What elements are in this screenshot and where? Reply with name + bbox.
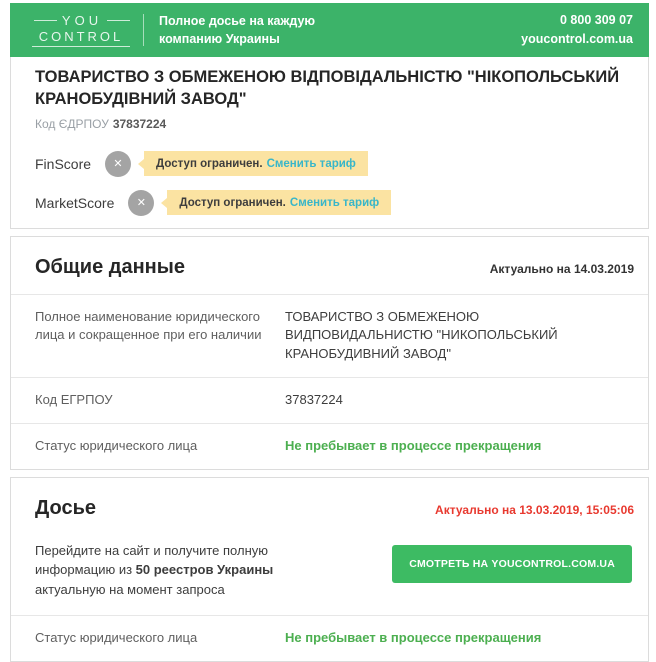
dossier-promo-row: [11, 535, 648, 616]
logo-text-you: YOU: [32, 14, 130, 27]
x-circle-icon[interactable]: ✕: [128, 190, 154, 216]
general-data-card: [10, 236, 649, 470]
section-title-dossier: Досье: [35, 496, 96, 519]
header-contacts: [521, 11, 633, 49]
company-summary-card: [10, 57, 649, 229]
change-tariff-link[interactable]: Сменить тариф: [266, 158, 356, 171]
top-header-bar: [10, 3, 649, 57]
row-value-egrpou: 37837224: [285, 392, 343, 408]
table-row: [11, 377, 648, 423]
header-tagline: Полное досье на каждую компанию Украины: [159, 13, 316, 46]
header-divider: [143, 14, 144, 46]
row-label-status: Статус юридического лица: [35, 437, 198, 453]
company-title: ТОВАРИСТВО З ОБМЕЖЕНОЮ ВІДПОВІДАЛЬНІСТЮ "НІКОПОЛЬСЬКИЙ КРАНОБУДІВНИЙ ЗАВОД": [35, 68, 620, 108]
restricted-text: Доступ ограничен.: [156, 158, 263, 171]
general-data-header: [11, 237, 648, 294]
table-row: [11, 294, 648, 378]
x-circle-icon[interactable]: ✕: [105, 151, 131, 177]
company-code: [35, 117, 624, 131]
edrpou-value: 37837224: [112, 116, 167, 131]
marketscore-row: [35, 190, 624, 216]
general-actual-date: Актуально на 14.03.2019: [489, 261, 634, 276]
youcontrol-logo[interactable]: [32, 14, 130, 47]
restricted-text: Доступ ограничен.: [179, 197, 286, 210]
dossier-desc-bold: 50 реестров Украины: [135, 562, 274, 578]
marketscore-label: MarketScore: [35, 194, 115, 211]
marketscore-restricted-bubble: [167, 190, 391, 215]
dossier-description: [35, 541, 321, 600]
page-container: [10, 3, 649, 662]
view-on-youcontrol-button[interactable]: СМОТРЕТЬ НА YOUCONTROL.COM.UA: [392, 545, 632, 583]
dossier-actual-date: Актуально на 13.03.2019, 15:05:06: [435, 502, 634, 517]
row-value-full-name: ТОВАРИСТВО З ОБМЕЖЕНОЮ ВИДПОВИДАЛЬНИСТЮ "НИКОПОЛЬСЬКИЙ КРАНОБУДИВНИЙ ЗАВОД": [285, 308, 558, 362]
finscore-restricted-bubble: [144, 151, 368, 176]
dossier-desc-pre: Перейдите на сайт и получите полную информацию из: [35, 542, 268, 578]
dossier-desc-post: актуальную на момент запроса: [35, 581, 225, 597]
change-tariff-link[interactable]: Сменить тариф: [289, 197, 380, 210]
header-site-link[interactable]: youcontrol.com.ua: [521, 32, 633, 46]
logo-text-control: CONTROL: [32, 30, 130, 47]
dossier-card: [10, 477, 649, 662]
row-value-status: Не пребывает в процессе прекращения: [285, 630, 542, 646]
table-row: [11, 423, 648, 469]
row-label-status: Статус юридического лица: [35, 630, 198, 646]
finscore-label: FinScore: [35, 155, 92, 172]
row-value-status: Не пребывает в процессе прекращения: [285, 437, 542, 453]
table-row: [11, 615, 648, 661]
finscore-row: [35, 151, 624, 177]
edrpou-label: Код ЄДРПОУ: [35, 116, 109, 131]
row-label-egrpou: Код ЕГРПОУ: [35, 392, 113, 408]
header-phone: 0 800 309 07: [560, 13, 633, 28]
section-title-general: Общие данные: [35, 255, 185, 278]
dossier-header: [11, 478, 648, 535]
row-label-full-name: Полное наименование юридического лица и сокращенное при его наличии: [35, 308, 262, 343]
